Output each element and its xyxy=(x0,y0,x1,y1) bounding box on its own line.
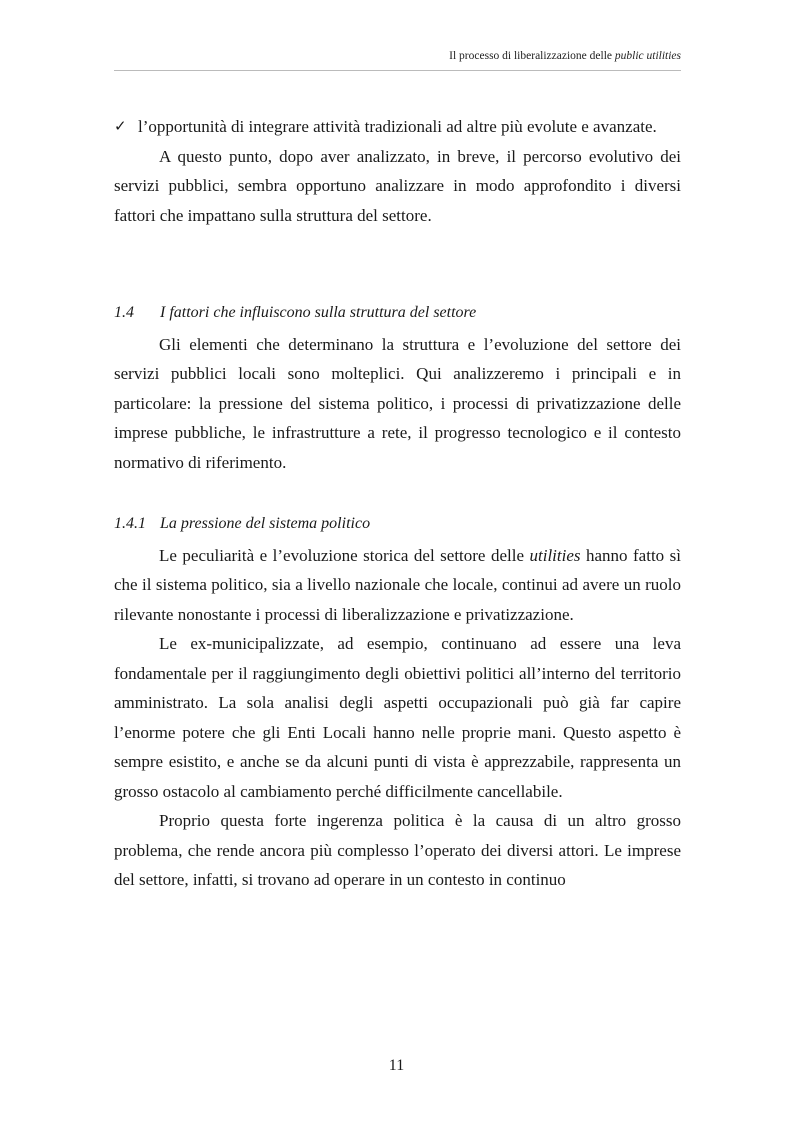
page-number: 11 xyxy=(388,1057,405,1074)
intro-paragraph: A questo punto, dopo aver analizzato, in breve, il percorso evolutivo dei servizi pubblici, sembra opportuno analizzare in modo approfondito i diversi fattori che impattano sulla struttura del settore. xyxy=(114,146,681,225)
header-rule xyxy=(114,70,681,71)
subsection-paragraph-1-tail: hanno fatto sì che il sistema politico, sia a livello nazionale che locale, continui ad avere un ruolo rilevante nonostante i processi di liberalizzazione e privatizzazione. xyxy=(114,545,681,624)
section-number: 1.4 xyxy=(114,304,134,321)
subsection-heading xyxy=(114,509,681,539)
subsection-title: La pressione del sistema politico xyxy=(160,515,371,532)
running-header xyxy=(449,50,681,62)
running-header-text: Il processo di liberalizzazione delle xyxy=(449,50,615,62)
checkmark-icon: ✓ xyxy=(114,117,127,135)
subsection-paragraph-1 xyxy=(114,541,681,630)
spacer xyxy=(114,230,681,298)
subsection-paragraph-1-text: Le peculiarità e l’evoluzione storica del settore delle xyxy=(159,545,530,565)
section-paragraph: Gli elementi che determinano la struttura e l’evoluzione del settore dei servizi pubblici locali sono molteplici. Qui analizzeremo i principali e in particolare: la pressione del sistema politico, i processi di privatizzazione delle imprese pubbliche, le infrastrutture a rete, il progresso tecnologico e il contesto normativo di riferimento. xyxy=(114,334,681,472)
section-title: I fattori che influiscono sulla struttura del settore xyxy=(160,304,477,321)
bullet-item xyxy=(114,112,681,142)
bullet-text: l’opportunità di integrare attività tradizionali ad altre più evolute e avanzate. xyxy=(138,117,657,136)
subsection-number: 1.4.1 xyxy=(114,515,146,532)
subsection-paragraph-3: Proprio questa forte ingerenza politica è la causa di un altro grosso problema, che rende ancora più complesso l’operato dei diversi attori. Le imprese del settore, infatti, si trovano ad operare in un contesto in continuo xyxy=(114,811,681,889)
spacer xyxy=(114,477,681,509)
utilities-term: utilities xyxy=(529,545,581,565)
subsection-paragraph-2: Le ex-municipalizzate, ad esempio, continuano ad essere una leva fondamentale per il raggiungimento degli obiettivi politici all’interno del territorio amministrato. La sola analisi degli aspetti occupazionali può già far capire l’enorme potere che gli Enti Locali hanno nelle proprie mani. Questo aspetto è sempre esistito, e anche se da alcuni punti di vista è apprezzabile, rappresenta un grosso ostacolo al cambiamento perché difficilmente cancellabile. xyxy=(114,634,681,801)
body-text xyxy=(114,112,681,895)
section-heading xyxy=(114,298,681,328)
running-header-italic: public utilities xyxy=(614,50,681,62)
